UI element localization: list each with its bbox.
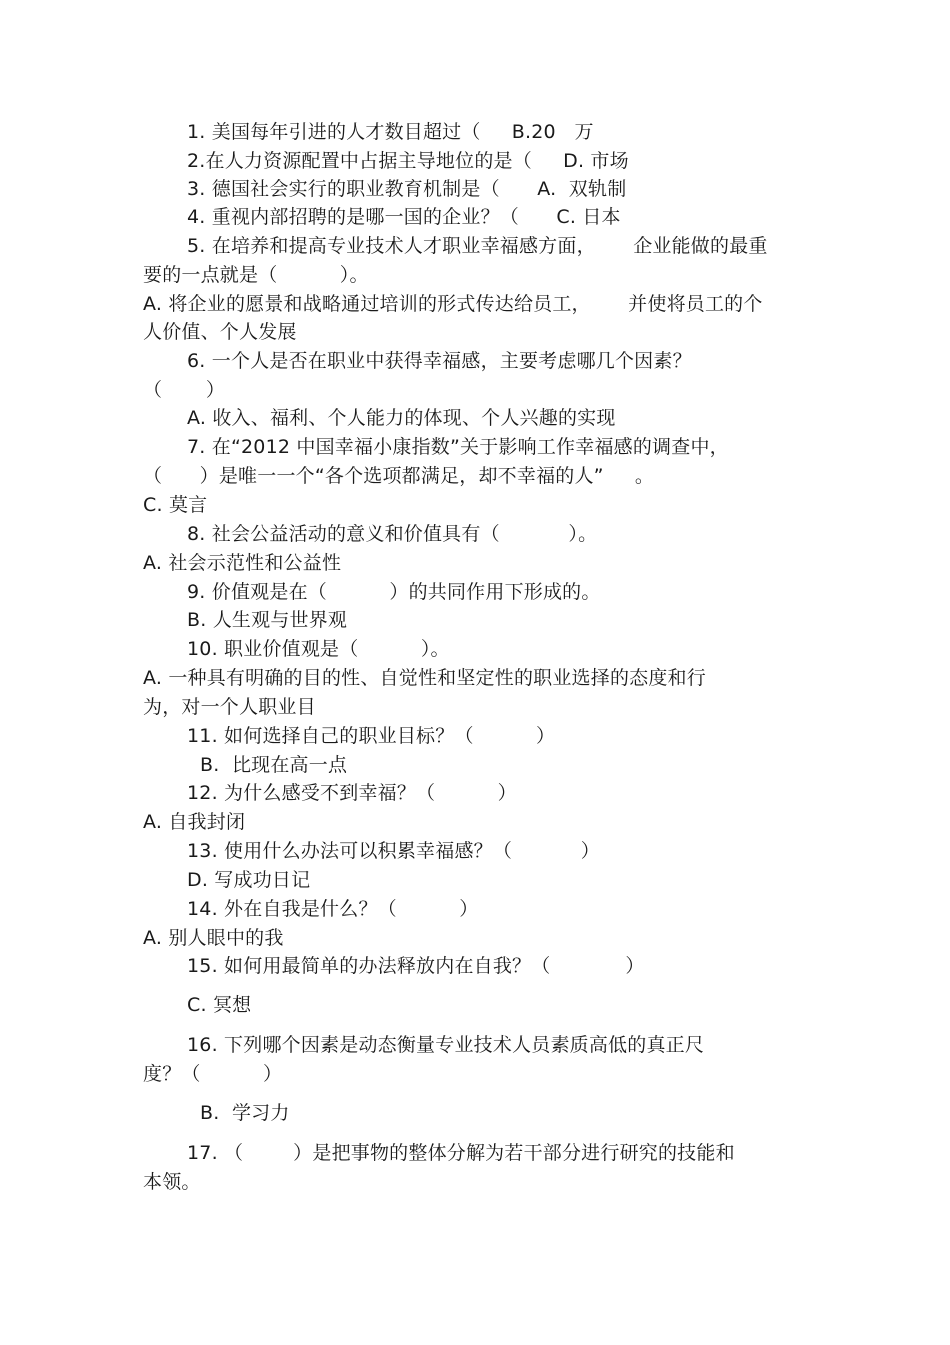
answer-6-line: A. 收入、福利、个人能力的体现、个人兴趣的实现 [187, 407, 616, 429]
question-9-line: 9. 价值观是在（ ）的共同作用下形成的。 [187, 581, 601, 603]
answer-9-line: B. 人生观与世界观 [187, 609, 348, 631]
answer-8-line: A. 社会示范性和公益性 [143, 552, 342, 574]
answer-15-line: C. 冥想 [187, 994, 252, 1016]
question-7-line: 7. 在“2012 中国幸福小康指数”关于影响工作幸福感的调查中， [187, 436, 729, 458]
answer-5-continuation: 人价值、个人发展 [143, 321, 297, 343]
answer-12-line: A. 自我封闭 [143, 811, 246, 833]
answer-10-line: A. 一种具有明确的目的性、自觉性和坚定性的职业选择的态度和行 [143, 667, 706, 689]
question-17-continuation: 本领。 [143, 1171, 201, 1193]
answer-10-continuation: 为，对一个人职业目 [143, 696, 316, 718]
question-5-line: 5. 在培养和提高专业技术人才职业幸福感方面， 企业能做的最重 [187, 235, 768, 257]
question-14-line: 14. 外在自我是什么？（ ） [187, 898, 479, 920]
question-7-continuation: （ ）是唯一一个“各个选项都满足，却不幸福的人” 。 [143, 465, 655, 487]
question-4-line: 4. 重视内部招聘的是哪一国的企业？（ C. 日本 [187, 206, 621, 228]
answer-14-line: A. 别人眼中的我 [143, 927, 284, 949]
question-2-line: 2.在人力资源配置中占据主导地位的是（ D. 市场 [187, 150, 629, 172]
answer-5-line: A. 将企业的愿景和战略通过培训的形式传达给员工， 并使将员工的个 [143, 293, 763, 315]
answer-7-line: C. 莫言 [143, 494, 208, 516]
question-6-line: 6. 一个人是否在职业中获得幸福感，主要考虑哪几个因素？ [187, 350, 692, 372]
question-15-line: 15. 如何用最简单的办法释放内在自我？（ ） [187, 955, 645, 977]
question-6-continuation: （ ） [143, 379, 226, 401]
question-5-continuation: 要的一点就是（ ）。 [143, 264, 369, 286]
question-13-line: 13. 使用什么办法可以积累幸福感？（ ） [187, 840, 600, 862]
question-3-line: 3. 德国社会实行的职业教育机制是（ A. 双轨制 [187, 178, 627, 200]
question-17-line: 17. （ ）是把事物的整体分解为若干部分进行研究的技能和 [187, 1142, 735, 1164]
answer-13-line: D. 写成功日记 [187, 869, 311, 891]
question-12-line: 12. 为什么感受不到幸福？（ ） [187, 782, 517, 804]
answer-11-line: B. 比现在高一点 [200, 754, 348, 776]
question-10-line: 10. 职业价值观是（ ）。 [187, 638, 450, 660]
question-16-line: 16. 下列哪个因素是动态衡量专业技术人员素质高低的真正尺 [187, 1034, 705, 1056]
answer-16-line: B. 学习力 [200, 1102, 290, 1124]
question-1-line: 1. 美国每年引进的人才数目超过（ B.20 万 [187, 121, 594, 143]
question-11-line: 11. 如何选择自己的职业目标？（ ） [187, 725, 556, 747]
question-8-line: 8. 社会公益活动的意义和价值具有（ ）。 [187, 523, 598, 545]
question-16-continuation: 度？（ ） [143, 1063, 283, 1085]
